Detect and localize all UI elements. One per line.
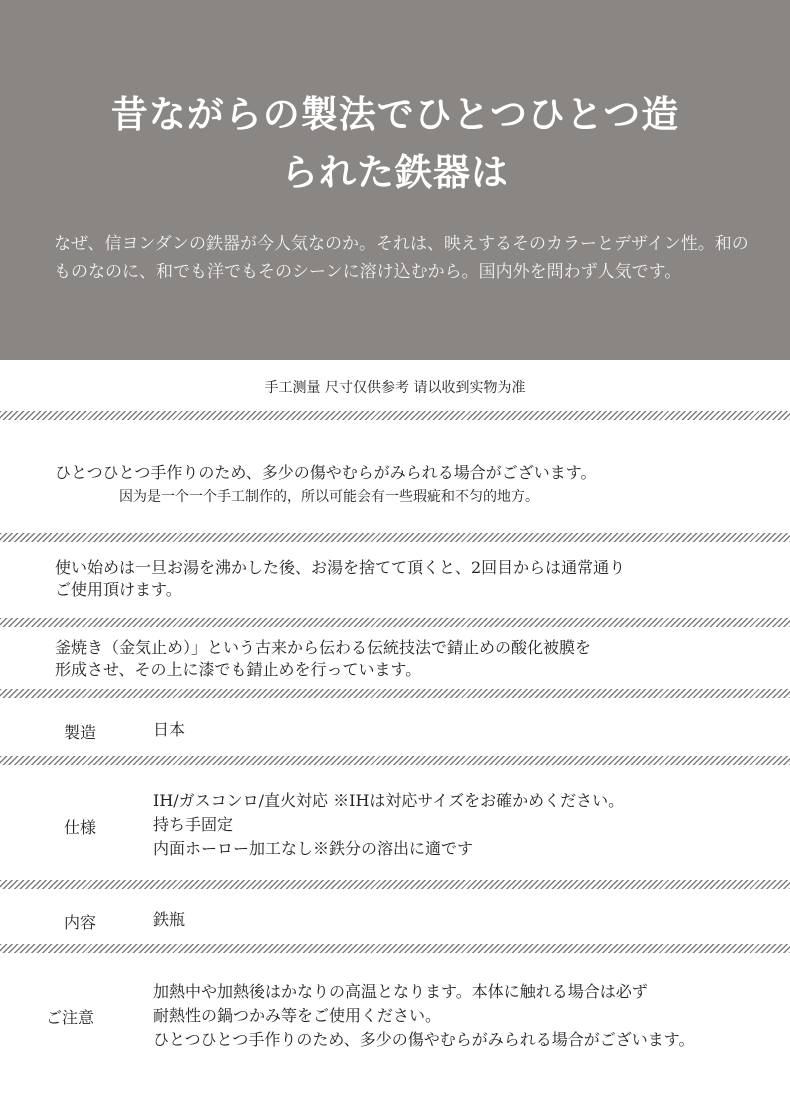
hero-intro-text: なぜ、信ヨンダンの鉄器が今人気なのか。それは、映えするそのカラーとデザイン性。和のものなのに、和でも洋でもそのシーンに溶け込むから。国内外を問わず人気です。 <box>54 234 749 282</box>
hatch-divider <box>0 689 790 698</box>
measurement-note: 手工测量 尺寸仅供参考 请以收到实物为准 <box>264 380 526 396</box>
spec-value-caution-2: 耐熱性の鍋つかみ等をご使用ください。 <box>153 1006 442 1025</box>
kamayaki-line-2: 形成させ、その上に漆でも錆止めを行っています。 <box>55 660 422 679</box>
hero-title-line-1: 昔ながらの製法でひとつひとつ造 <box>110 93 680 136</box>
spec-label-caution: ご注意 <box>45 1008 94 1027</box>
spec-label-contents: 内容 <box>63 913 96 932</box>
hatch-divider <box>0 944 790 953</box>
spec-value-specification <box>153 789 624 861</box>
spec-value-specification-2: 持ち手固定 <box>153 815 234 834</box>
spec-value-specification-1: IH/ガスコンロ/直火対応 ※IHは対応サイズをお確かめください。 <box>153 791 625 810</box>
first-use-line-1: 使い始めは一旦お湯を沸かした後、お湯を捨てて頂くと、2回目からは通常通り <box>55 558 626 577</box>
spec-value-caution <box>153 980 694 1052</box>
handmade-notice <box>55 462 755 508</box>
kamayaki-line-1: 釜焼き（金気止め）」という古来から伝わる伝統技法で錆止めの酸化被膜を <box>55 638 592 657</box>
hero-title-line-2: られた鉄器は <box>281 151 509 194</box>
spec-label-specification: 仕様 <box>63 818 96 837</box>
first-use-notice <box>55 557 755 601</box>
hero-banner <box>0 0 790 360</box>
spec-value-caution-3: ひとつひとつ手作りのため、多少の傷やむらがみられる場合がございます。 <box>153 1030 695 1049</box>
hatch-divider <box>0 756 790 765</box>
hatch-divider <box>0 618 790 627</box>
hatch-divider <box>0 880 790 889</box>
spec-value-caution-1: 加熱中や加熱後はかなりの高温となります。本体に触れる場合は必ず <box>153 982 648 1001</box>
hatch-divider <box>0 411 790 420</box>
hatch-divider <box>0 533 790 542</box>
first-use-line-2: ご使用頂けます。 <box>55 580 182 599</box>
handmade-notice-zh: 因为是一个一个手工制作的，所以可能会有一些瑕疵和不匀的地方。 <box>119 489 539 505</box>
kamayaki-notice <box>55 637 755 681</box>
hero-title <box>0 86 790 202</box>
handmade-notice-ja: ひとつひとつ手作りのため、多少の傷やむらがみられる場合がございます。 <box>55 463 597 482</box>
spec-value-origin: 日本 <box>153 720 186 739</box>
spec-value-specification-3: 内面ホーロー加工なし※鉄分の溶出に適です <box>153 839 474 858</box>
spec-label-origin: 製造 <box>63 723 96 742</box>
spec-value-contents: 鉄瓶 <box>153 910 186 929</box>
